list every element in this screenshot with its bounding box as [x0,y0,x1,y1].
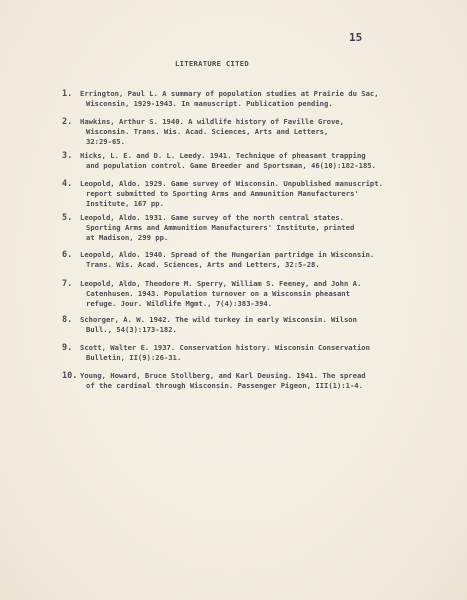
reference-line: Wisconsin. Trans. Wis. Acad. Sciences, Arts and Letters, [86,127,329,137]
reference-line: refuge. Jour. Wildlife Mgmt., 7(4):383-394. [86,299,273,309]
reference-line: Wisconsin, 1929-1943. In manuscript. Publication pending. [86,99,333,109]
reference-line: Bulletin, II(9):26-31. [86,353,182,363]
reference-line: and population control. Game Breeder and Sportsman, 46(10):182-185. [86,161,376,171]
reference-line: Hawkins, Arthur S. 1940. A wildlife history of Faville Grove, [80,117,344,126]
reference-number: 5. [62,213,73,223]
reference-number: 3. [62,151,73,161]
reference-line: 32:29-65. [86,137,125,147]
reference-line: Leopold, Aldo. 1931. Game survey of the north central states. [80,213,344,222]
reference-line: Leopold, Aldo. 1929. Game survey of Wisconsin. Unpublished manuscript. [80,179,383,188]
reference-number: 2. [62,117,73,127]
reference-number: 7. [62,279,73,289]
reference-line: Scott, Walter E. 1937. Conservation history. Wisconsin Conservation [80,343,370,352]
reference-number: 1. [62,89,73,99]
page-title: LITERATURE CITED [175,59,250,68]
reference-line: Leopold, Aldo, Theodore M. Sperry, William S. Feeney, and John A. [80,279,362,288]
reference-line: Catenhusen. 1943. Population turnover on a Wisconsin pheasant [86,289,350,299]
reference-number: 8. [62,315,73,325]
reference-number: 10. [62,371,78,381]
reference-line: of the cardinal through Wisconsin. Passenger Pigeon, III(1):1-4. [86,381,363,391]
reference-line: Bull., 54(3):173-182. [86,325,177,335]
reference-line: Errington, Paul L. A summary of population studies at Prairie du Sac, [80,89,379,98]
reference-line: Institute, 167 pp. [86,199,164,209]
reference-line: Schorger, A. W. 1942. The wild turkey in early Wisconsin. Wilson [80,315,357,324]
reference-line: at Madison, 299 pp. [86,233,169,243]
reference-line: Leopold, Aldo. 1940. Spread of the Hungarian partridge in Wisconsin. [80,250,375,259]
reference-line: Trans. Wis. Acad. Sciences, Arts and Letters, 32:5-28. [86,260,320,270]
reference-number: 4. [62,179,73,189]
page-number: 15 [349,31,363,44]
reference-line: Young, Howard, Bruce Stollberg, and Karl Deusing. 1941. The spread [80,371,366,380]
reference-line: Sporting Arms and Ammunition Manufacturers' Institute, printed [86,223,355,233]
reference-number: 6. [62,250,73,260]
reference-line: Hicks, L. E. and D. L. Leedy. 1941. Technique of pheasant trapping [80,151,366,160]
reference-line: report submitted to Sporting Arms and Ammunition Manufacturers' [86,189,359,199]
reference-number: 9. [62,343,73,353]
